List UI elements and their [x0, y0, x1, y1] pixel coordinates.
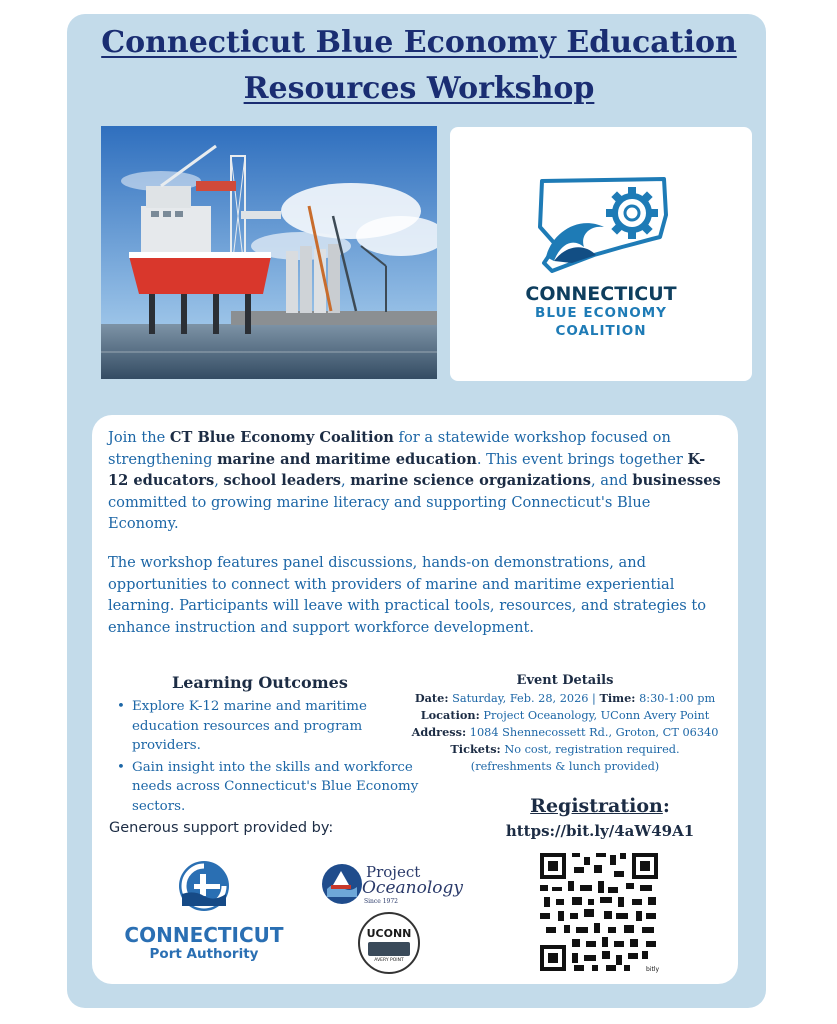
registration-label: Registration: [530, 795, 663, 817]
intro-paragraph: [108, 427, 723, 535]
port-authority-subtitle: Port Authority: [149, 946, 259, 962]
intro-text-4: ,: [214, 472, 224, 489]
oceanology-since: Since 1972: [364, 898, 398, 905]
intro-text-2: for a statewide workshop focused on strengthening: [108, 429, 671, 468]
separator: |: [588, 692, 600, 705]
registration-qr-code-icon[interactable]: [538, 851, 660, 973]
time-label: Time:: [599, 691, 636, 705]
event-details: [400, 690, 730, 775]
ct-wave-gear-icon: [532, 175, 672, 273]
intro-text-7: committed to growing marine literacy and supporting Connecticut's Blue Economy.: [108, 493, 651, 532]
intro-text-3: . This event brings together: [476, 450, 688, 468]
learning-outcomes-list: [114, 697, 434, 818]
uconn-avery-point-seal: [358, 912, 420, 974]
registration-link[interactable]: https://bit.ly/4aW49A1: [505, 822, 695, 840]
tickets-value: No cost, registration required.: [504, 743, 680, 756]
location-value: Project Oceanology, UConn Avery Point: [483, 709, 710, 722]
page-title: [70, 20, 768, 112]
qr-badge: bitly: [646, 966, 660, 973]
intro-bold-5: marine science organizations: [350, 472, 591, 489]
time-value: 8:30-1:00 pm: [639, 692, 716, 705]
port-authority-name: CONNECTICUT: [124, 923, 284, 947]
tickets-label: Tickets:: [450, 742, 501, 756]
learning-outcomes-heading: Learning Outcomes: [172, 673, 348, 692]
logo-line-3: COALITION: [555, 323, 647, 339]
address-value: 1084 Shennecossett Rd., Groton, CT 06340: [469, 726, 719, 739]
location-label: Location:: [420, 708, 480, 722]
intro-bold-2: marine and maritime education: [217, 450, 477, 468]
coalition-logo-card: [450, 127, 752, 381]
logo-line-1: CONNECTICUT: [525, 283, 677, 305]
intro-text-6: , and: [591, 472, 633, 489]
event-tickets: [400, 741, 730, 758]
intro-bold-4: school leaders: [223, 472, 341, 489]
uconn-name: UCONN: [366, 927, 412, 940]
intro-bold-6: businesses: [632, 472, 721, 489]
logo-line-2: BLUE ECONOMY: [535, 305, 667, 321]
uconn-subtitle: AVERY POINT: [374, 958, 404, 963]
project-oceanology-logo-icon: [321, 863, 363, 905]
intro-text-1: Join the: [108, 429, 170, 446]
event-note: (refreshments & lunch provided): [470, 760, 660, 773]
support-heading: Generous support provided by:: [109, 820, 334, 836]
event-address: [400, 724, 730, 741]
intro-bold-3: K-12 educators: [108, 450, 706, 489]
date-label: Date:: [414, 691, 449, 705]
list-item: • Gain insight into the skills and workforce needs across Connecticut's Blue Economy sectors.: [114, 758, 434, 817]
title-line-2: Resources Workshop: [243, 71, 595, 106]
registration-heading: [450, 795, 750, 817]
event-location: [400, 707, 730, 724]
oceanology-line-1: Project: [366, 863, 421, 881]
address-label: Address:: [411, 725, 467, 739]
list-item: • Explore K-12 marine and maritime education resources and program providers.: [114, 697, 434, 756]
ship-illustration: [101, 126, 437, 379]
date-value: Saturday, Feb. 28, 2026: [452, 692, 589, 705]
port-authority-logo-icon: [178, 860, 230, 912]
uconn-skyline-icon: [368, 942, 410, 956]
features-paragraph: The workshop features panel discussions, hands-on demonstrations, and opportunities to connect with providers of marine and maritime experiential learning. Participants will leave with practical tools, resources, and strategies to enhance instruction and support workforce development.: [108, 554, 707, 636]
registration-colon: :: [662, 795, 670, 817]
ship-photo: [101, 126, 437, 379]
event-date-time: [400, 690, 730, 707]
intro-text-5: ,: [340, 472, 351, 489]
event-details-heading: Event Details: [516, 673, 614, 688]
intro-bold-1: CT Blue Economy Coalition: [169, 429, 394, 446]
title-line-1: Connecticut Blue Economy Education: [101, 25, 737, 60]
oceanology-line-2: Oceanology: [362, 878, 463, 898]
